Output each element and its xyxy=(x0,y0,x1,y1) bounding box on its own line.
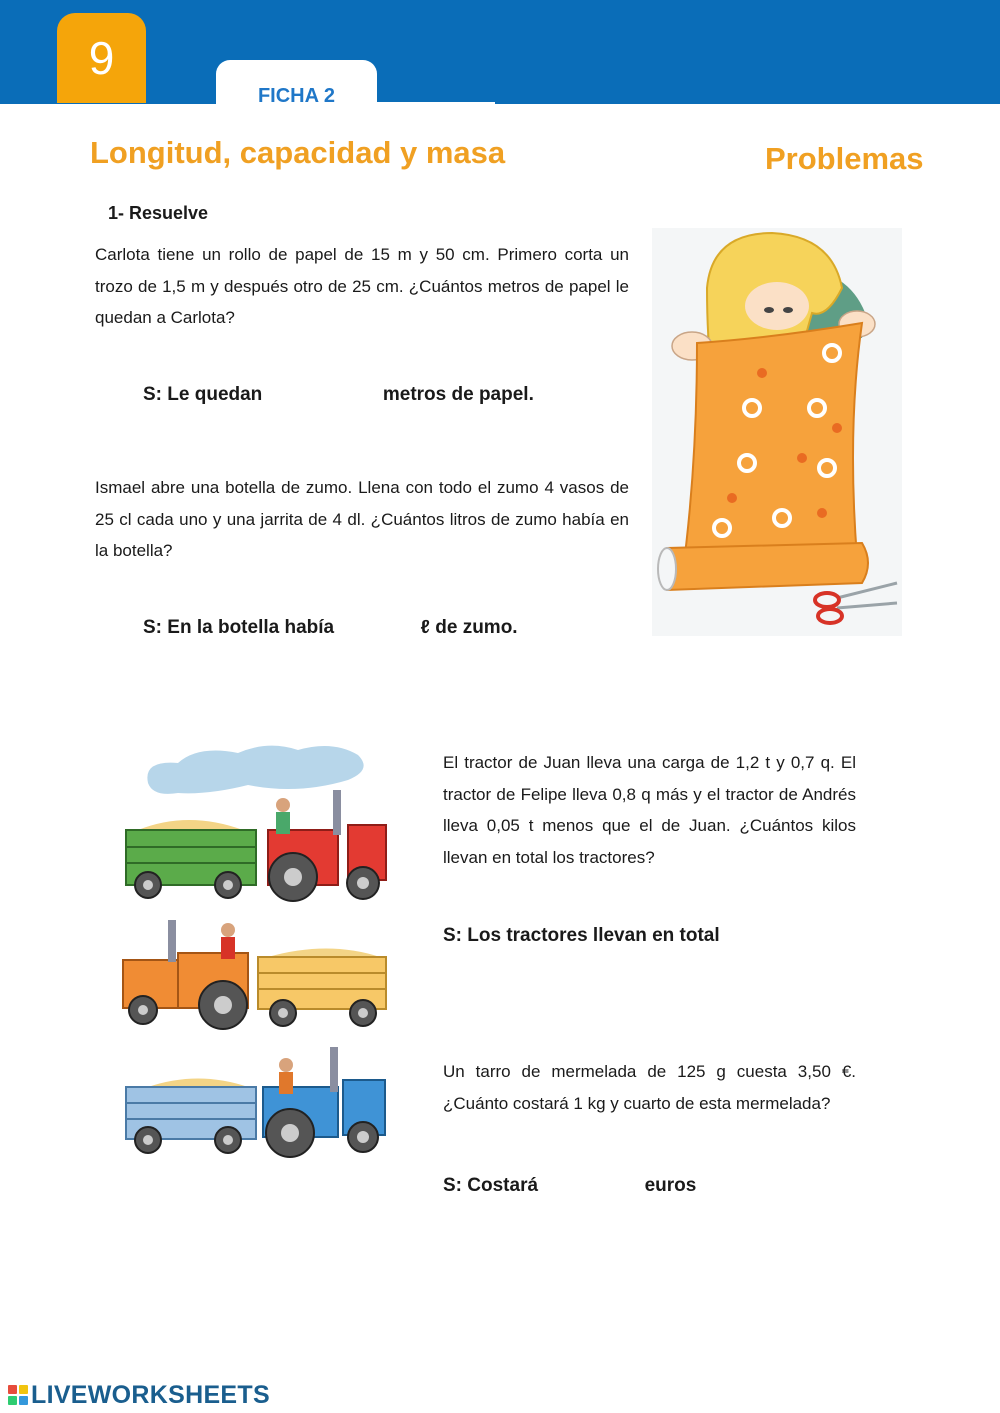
answer-3 xyxy=(443,925,835,947)
girl-paper-roll-illustration xyxy=(652,228,902,636)
tractor-2 xyxy=(123,920,386,1029)
answer-3-prefix: S: Los tractores llevan en total xyxy=(443,925,720,946)
problem-3-text: El tractor de Juan lleva una carga de 1,2 t y 0,7 q. El tractor de Felipe lleva 0,8 q más y el tractor de Andrés lleva 0,05 t menos que el de Juan. ¿Cuántos kilos llevan en total los tractores? xyxy=(443,753,856,867)
problem-4-text: Un tarro de mermelada de 125 g cuesta 3,50 €. ¿Cuánto costará 1 kg y cuarto de esta mermelada? xyxy=(443,1062,856,1113)
roll-end xyxy=(658,548,676,590)
tractors-illustration xyxy=(118,735,390,1165)
logo-blocks-icon xyxy=(8,1385,28,1405)
eye-left xyxy=(764,307,774,313)
smoke-cloud xyxy=(147,746,363,794)
answer-4-suffix: euros xyxy=(644,1175,697,1196)
liveworksheets-logo[interactable] xyxy=(8,1380,270,1410)
answer-2-suffix: ℓ de zumo. xyxy=(420,617,518,638)
logo-text: LIVEWORKSHEETS xyxy=(31,1380,270,1409)
page-title: Longitud, capacidad y masa xyxy=(90,135,506,170)
face xyxy=(745,282,809,330)
problem-1-text: Carlota tiene un rollo de papel de 15 m y 50 cm. Primero corta un trozo de 1,5 m y después otro de 25 cm. ¿Cuántos metros de papel le quedan a Carlota? xyxy=(95,245,629,327)
problem-2-text: Ismael abre una botella de zumo. Llena con todo el zumo 4 vasos de 25 cl cada uno y una jarrita de 4 dl. ¿Cuántos litros de zumo había en la botella? xyxy=(95,478,629,560)
unit-badge: 9 xyxy=(57,13,146,103)
answer-4 xyxy=(443,1175,696,1197)
paper-roll xyxy=(662,543,868,590)
tractor-3 xyxy=(126,1047,385,1157)
answer-2 xyxy=(143,617,518,639)
eye-right xyxy=(783,307,793,313)
answer-2-prefix: S: En la botella había xyxy=(143,617,335,638)
answer-4-prefix: S: Costará xyxy=(443,1175,539,1196)
answer-1-prefix: S: Le quedan xyxy=(143,384,263,405)
tractor-1 xyxy=(126,790,386,901)
header-bar xyxy=(0,0,1000,104)
answer-1-suffix: metros de papel. xyxy=(382,384,534,405)
section-label: Problemas xyxy=(765,141,924,176)
tab-divider xyxy=(377,102,495,104)
ficha-tab: FICHA 2 xyxy=(216,60,377,106)
exercise-heading: 1- Resuelve xyxy=(108,203,209,223)
answer-1 xyxy=(143,384,534,406)
